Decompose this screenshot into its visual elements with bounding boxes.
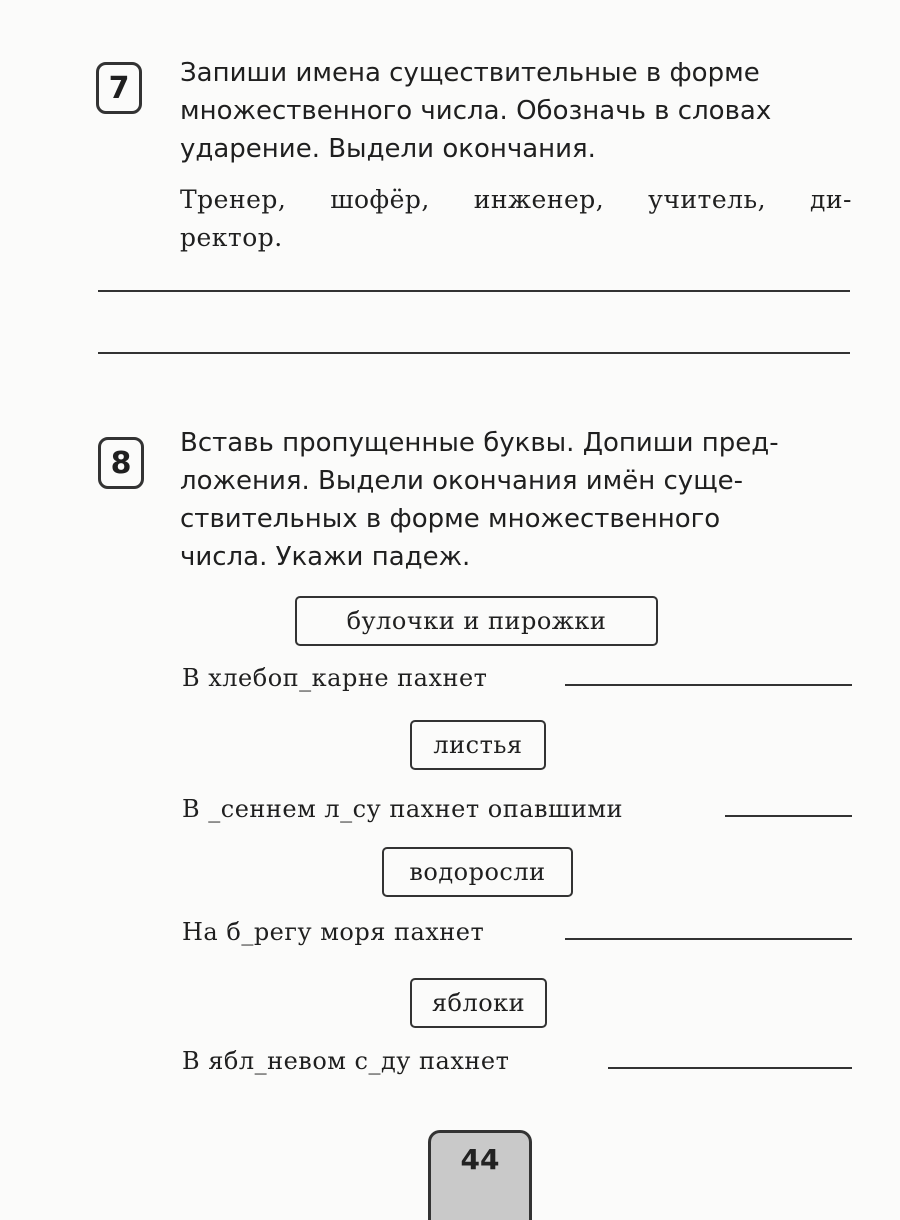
- hint-word-box: яблоки: [410, 978, 547, 1028]
- word: ди-: [809, 185, 852, 214]
- hint-word-box: булочки и пирожки: [295, 596, 658, 646]
- page-number-tab: [428, 1130, 532, 1220]
- answer-line[interactable]: [565, 684, 852, 686]
- task-8-instruction-line: Вставь пропущенные буквы. Допиши пред-: [180, 428, 779, 458]
- word: учитель,: [648, 185, 767, 214]
- task-7-word-line: ректор.: [180, 223, 283, 252]
- word: шофёр,: [330, 185, 430, 214]
- task-7-instruction-line: Запиши имена существительные в форме: [180, 58, 760, 88]
- answer-line[interactable]: [725, 815, 852, 817]
- word: Тренер,: [180, 185, 287, 214]
- task-8-instruction-line: ствительных в форме множественного: [180, 504, 721, 534]
- answer-line[interactable]: [98, 290, 850, 292]
- sentence: В хлебоп_карне пахнет: [182, 664, 488, 692]
- sentence: В ябл_невом с_ду пахнет: [182, 1047, 510, 1075]
- task-8-instruction-line: ложения. Выдели окончания имён суще-: [180, 466, 744, 496]
- task-7-number: 7: [96, 62, 142, 114]
- answer-line[interactable]: [98, 352, 850, 354]
- answer-line[interactable]: [565, 938, 852, 940]
- task-7-instructions: [180, 54, 852, 168]
- task-7-instruction-line: множественного числа. Обозначь в словах: [180, 96, 772, 126]
- sentence: На б_регу моря пахнет: [182, 918, 485, 946]
- task-7-word-line: [180, 181, 852, 219]
- answer-line[interactable]: [608, 1067, 852, 1069]
- task-8-number: 8: [98, 437, 144, 489]
- task-7-word-list: [180, 181, 852, 257]
- sentence: В _сеннем л_су пахнет опавшими: [182, 795, 624, 823]
- task-8-instruction-line: числа. Укажи падеж.: [180, 542, 471, 572]
- word: инженер,: [473, 185, 605, 214]
- hint-word-box: водоросли: [382, 847, 573, 897]
- task-8-instructions: [180, 424, 852, 576]
- task-7-instruction-line: ударение. Выдели окончания.: [180, 134, 596, 164]
- hint-word-box: листья: [410, 720, 546, 770]
- page-number: 44: [460, 1143, 500, 1176]
